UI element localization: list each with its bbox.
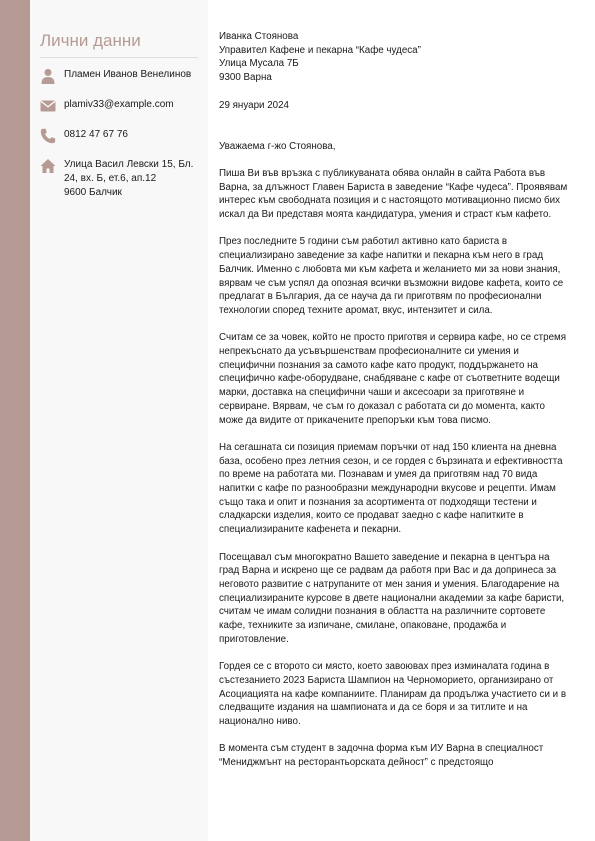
paragraph-4: На сегашната си позиция приемам поръчки от над 150 клиента на дневна база, особено през летния сезон, и се гордея с бързината и ефективността по време на работата ми. Познавам и умея да приготвям над 70 вида напитки с кафе по разнообразни международни вкусове и рецепти. Имам също така и опит и познания за асортимента от подходящи тестени и сладкарски изделия, които се продават заедно с кафе напитките в специализираните кафенета и пекарни.	[219, 441, 563, 536]
person-icon	[40, 68, 56, 84]
home-icon	[40, 158, 56, 174]
contact-name: Пламен Иванов Венелинов	[64, 69, 192, 80]
contact-address	[64, 158, 206, 200]
recipient-name: Иванка Стоянова	[219, 31, 299, 42]
salutation: Уважаема г-жо Стоянова,	[219, 140, 336, 152]
phone-icon	[40, 128, 56, 144]
accent-bar	[0, 0, 30, 841]
address-line-1: Улица Васил Левски 15, Бл.	[64, 159, 194, 170]
paragraph-2: През последните 5 години съм работил активно като бариста в специализирано заведение за кафе напитки и пекарна към него в град Балчик. Именно с любовта ми към кафета и желанието ми за нови знания, вярвам че съм успял да опозная всички възможни видове кафета, които се предлагат в България, да се науча да ги приготвям по професионални технологии според техните аромат, вкус, интензитет и сила.	[219, 236, 564, 316]
sidebar	[30, 0, 208, 841]
letter-body	[219, 30, 569, 783]
sidebar-divider	[40, 57, 198, 58]
contact-email[interactable]: plamiv33@example.com	[64, 99, 174, 110]
recipient-position: Управител Кафене и пекарна “Кафе чудеса”	[219, 44, 421, 56]
address-line-2: 24, вх. Б, ет.6, ап.12	[64, 173, 157, 184]
address-line-3: 9600 Балчик	[64, 187, 122, 198]
letter-date: 29 януари 2024	[219, 99, 290, 111]
paragraph-5: Посещавал съм многократно Вашето заведение и пекарна в центъра на град Варна и искрено ще се радвам да работя при Вас и да допринеса за неговото развитие с натрупаните от мен зания и умения. Благодарение на специализираните курсове в двете национални академии за кафе баристи, считам че имам солидни познания в областта на различните сортовете кафе, техниките за изпичане, смилане, опаковане, продажба и приготовление.	[219, 551, 565, 645]
sidebar-title: Лични данни	[40, 31, 141, 50]
paragraph-1: Пиша Ви във връзка с публикуваната обява онлайн в сайта Работа във Варна, за длъжност Главен Бариста в заведение “Кафе чудеса”. Проявявам интерес към свободната позиция и с настоящото мотивационно писмо бих искал да Ви представя моята кандидатура, умения и страст към кафето.	[219, 167, 568, 221]
envelope-icon	[40, 98, 56, 114]
paragraph-6: Гордея се с второто си място, което завоювах през изминалата година в състезанието 2023 Бариста Шампион на Черноморието, организирано от Асоциацията на кафе компаниите. Планирам да продължа участието си и в следващите издания на шампионата и да се боря и за титлите и на национално ниво.	[219, 661, 567, 727]
recipient-city: 9300 Варна	[219, 72, 272, 84]
paragraph-3: Считам се за човек, който не просто приготвя и сервира кафе, но се стремя непрекъснато да усъвършенствам професионалните си умения и специфични познания за самото кафе като продукт, поддържането на специфично кафе-оборудване, снабдяване с кафе от съответните водещи марки, доставка на специфични чаши и аксесоари за приготвяне и сервиране. Вярвам, че съм го доказал с работата си до момента, както може да видите от прикачените препоръки към това писмо.	[219, 332, 567, 426]
contact-phone: 0812 47 67 76	[64, 129, 128, 140]
paragraph-7: В момента съм студент в задочна форма към ИУ Варна в специалност “Мениджмънт на ресторантьорската дейност” с предстоящо	[219, 743, 544, 769]
recipient-block	[219, 30, 569, 85]
recipient-street: Улица Мусала 7Б	[219, 58, 299, 70]
